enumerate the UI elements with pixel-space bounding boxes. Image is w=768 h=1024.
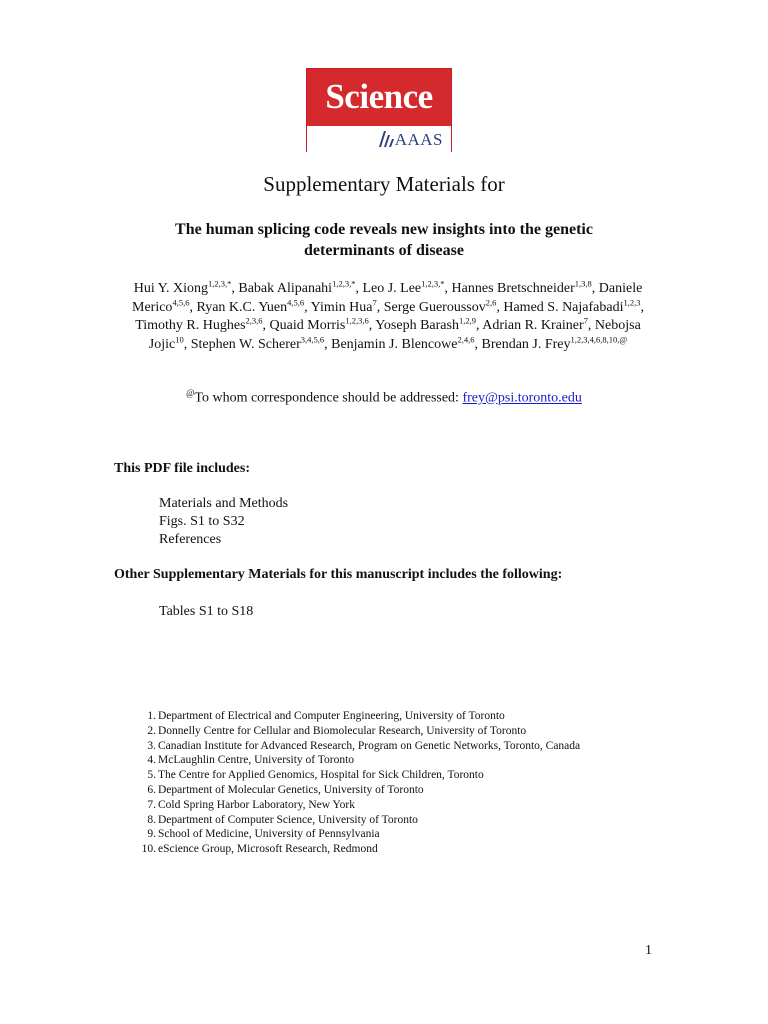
list-item: Materials and Methods bbox=[159, 496, 289, 511]
affiliation-text: Cold Spring Harbor Laboratory, New York bbox=[158, 798, 355, 811]
author bbox=[135, 315, 263, 333]
author-name: Ryan K.C. Yuen bbox=[196, 299, 288, 315]
author-affiliation-marks: 1,2,3,* bbox=[421, 278, 445, 289]
author-affiliation-marks: 1,2,3,* bbox=[208, 278, 232, 289]
correspondence-line bbox=[0, 388, 768, 407]
affiliation-number: 2. bbox=[147, 724, 156, 737]
correspondence-symbol: @ bbox=[186, 388, 195, 398]
author-name: Yimin Hua bbox=[310, 299, 373, 315]
affiliation-text: McLaughlin Centre, University of Toronto bbox=[158, 754, 355, 767]
logo-science-text: Science bbox=[307, 69, 451, 126]
affiliation-item bbox=[131, 783, 580, 798]
author-name: Hui Y. Xiong bbox=[133, 281, 208, 296]
affiliation-text: Donnelly Centre for Cellular and Biomolecular Research, University of Toronto bbox=[158, 724, 527, 737]
author bbox=[481, 333, 628, 352]
affiliation-number: 10. bbox=[141, 843, 156, 856]
author-affiliation-marks: 1,2,3,6 bbox=[345, 315, 369, 326]
author-affiliation-marks: 7 bbox=[583, 315, 588, 326]
affiliation-text: School of Medicine, University of Pennsylvania bbox=[158, 828, 380, 841]
page-number: 1 bbox=[645, 943, 652, 958]
affiliation-number: 5. bbox=[147, 769, 156, 782]
affiliation-number: 8. bbox=[147, 813, 156, 826]
science-aaas-logo bbox=[306, 68, 452, 152]
pdf-includes-list bbox=[159, 495, 288, 549]
author-affiliation-marks: 3,4,5,6 bbox=[300, 333, 325, 344]
logo-aaas-text: AAAS bbox=[394, 130, 443, 149]
author bbox=[383, 296, 497, 315]
author-name: Adrian R. Krainer bbox=[482, 318, 584, 333]
affiliation-item bbox=[131, 827, 580, 842]
affiliation-number: 1. bbox=[147, 710, 156, 722]
aaas-mark-icon bbox=[379, 131, 395, 147]
author-affiliation-marks: 2,6 bbox=[485, 296, 497, 307]
affiliation-item bbox=[131, 842, 580, 857]
affiliation-text: eScience Group, Microsoft Research, Redmond bbox=[158, 843, 378, 856]
author bbox=[196, 296, 305, 315]
author bbox=[362, 278, 445, 296]
author-affiliation-marks: 1,2,3 bbox=[623, 296, 641, 307]
author-affiliation-marks: 1,2,3,4,6,8,10,@ bbox=[570, 333, 628, 344]
author-name: Daniele Merico bbox=[132, 281, 643, 315]
author-affiliation-marks: 4,5,6 bbox=[172, 296, 190, 307]
author bbox=[133, 278, 232, 296]
affiliation-text: Department of Computer Science, University of Toronto bbox=[158, 813, 418, 826]
author-name: Nebojsa Jojic bbox=[148, 318, 641, 352]
author bbox=[503, 296, 641, 315]
author-name: Brendan J. Frey bbox=[481, 336, 571, 352]
author bbox=[375, 315, 476, 333]
affiliation-number: 9. bbox=[147, 828, 156, 841]
list-item: References bbox=[159, 532, 222, 547]
author bbox=[482, 315, 588, 333]
affiliation-text: Department of Electrical and Computer Engineering, University of Toronto bbox=[158, 710, 505, 722]
affiliation-number: 7. bbox=[147, 798, 156, 811]
author bbox=[310, 296, 377, 315]
author-name: Serge Gueroussov bbox=[383, 299, 486, 315]
author-affiliation-marks: 7 bbox=[372, 296, 377, 307]
pdf-includes-heading: This PDF file includes: bbox=[114, 461, 250, 476]
other-materials-list bbox=[159, 603, 253, 621]
author-affiliation-marks: 10 bbox=[175, 333, 184, 344]
author-name: Leo J. Lee bbox=[362, 281, 422, 296]
affiliation-number: 3. bbox=[147, 739, 156, 752]
affiliations-list bbox=[131, 709, 580, 857]
list-item: Tables S1 to S18 bbox=[159, 604, 254, 619]
author-name: Hamed S. Najafabadi bbox=[503, 299, 624, 315]
author-name: Hannes Bretschneider bbox=[451, 281, 575, 296]
affiliation-item bbox=[131, 798, 580, 813]
author-name: Babak Alipanahi bbox=[238, 281, 333, 296]
page-title: Supplementary Materials for bbox=[263, 172, 505, 196]
affiliation-item bbox=[131, 724, 580, 739]
author-name: Quaid Morris bbox=[269, 318, 346, 333]
paper-title: The human splicing code reveals new insights into the genetic determinants of disease bbox=[175, 221, 593, 259]
author bbox=[238, 278, 356, 296]
author-affiliation-marks: 1,2,9 bbox=[458, 315, 476, 326]
affiliation-number: 4. bbox=[147, 754, 156, 767]
author-affiliation-marks: 1,3,8 bbox=[574, 278, 592, 289]
author-name: Stephen W. Scherer bbox=[190, 336, 301, 352]
author-list: Hui Y. Xiong$^{1,2,3,*}$, Babak Alipanahi$^{1,2,3,*}$, Leo J. Lee$^{1,2,3,*}$, Hannes Bretschneider$^{1,3,8}$, Daniele Merico$^{4,5,6}$, Ryan K.C. Yuen$^{4,5,6}$, Yimin Hua$^7$, Serge Gueroussov$^{2,6}$, Hamed S. Najafabadi$^{1,2,3}$, Timothy R. Hughes$^{2,3,6}$, Quaid Morris$^{1,2,3,6}$, Yoseph Barash$^{1,2,9}$, Adrian R. Krainer$^7$, Nebojsa Jojic$^{10}$, Stephen W. Scherer$^{3,4,5,6}$, Benjamin J. Blencowe$^{2,4,6}$, Brendan J. Frey$^{1,2,3,4,6,8,10,@}$ bbox=[132, 278, 644, 352]
author bbox=[190, 333, 325, 352]
other-materials-heading: Other Supplementary Materials for this manuscript includes the following: bbox=[114, 567, 563, 582]
affiliation-text: Department of Molecular Genetics, University of Toronto bbox=[158, 783, 424, 796]
affiliation-item bbox=[131, 739, 580, 754]
author-affiliation-marks: 1,2,3,* bbox=[332, 278, 356, 289]
affiliation-text: Canadian Institute for Advanced Research, Program on Genetic Networks, Toronto, Canada bbox=[158, 739, 581, 752]
author-affiliation-marks: 2,4,6 bbox=[457, 333, 475, 344]
affiliation-item bbox=[131, 753, 580, 768]
author-affiliation-marks: 2,3,6 bbox=[245, 315, 263, 326]
affiliation-item bbox=[131, 768, 580, 783]
author-name: Benjamin J. Blencowe bbox=[331, 336, 458, 352]
author bbox=[451, 278, 592, 296]
affiliation-number: 6. bbox=[147, 783, 156, 796]
author bbox=[269, 315, 369, 333]
affiliation-text: The Centre for Applied Genomics, Hospital for Sick Children, Toronto bbox=[158, 769, 484, 782]
author-affiliation-marks: 4,5,6 bbox=[287, 296, 305, 307]
correspondence-email-link[interactable]: frey@psi.toronto.edu bbox=[462, 390, 582, 406]
affiliation-item bbox=[131, 813, 580, 828]
affiliation-item bbox=[131, 709, 580, 724]
author-name: Yoseph Barash bbox=[375, 318, 459, 333]
author-name: Timothy R. Hughes bbox=[135, 318, 246, 333]
author bbox=[331, 333, 475, 352]
list-item: Figs. S1 to S32 bbox=[159, 514, 245, 529]
correspondence-text: To whom correspondence should be addressed: bbox=[194, 390, 463, 406]
